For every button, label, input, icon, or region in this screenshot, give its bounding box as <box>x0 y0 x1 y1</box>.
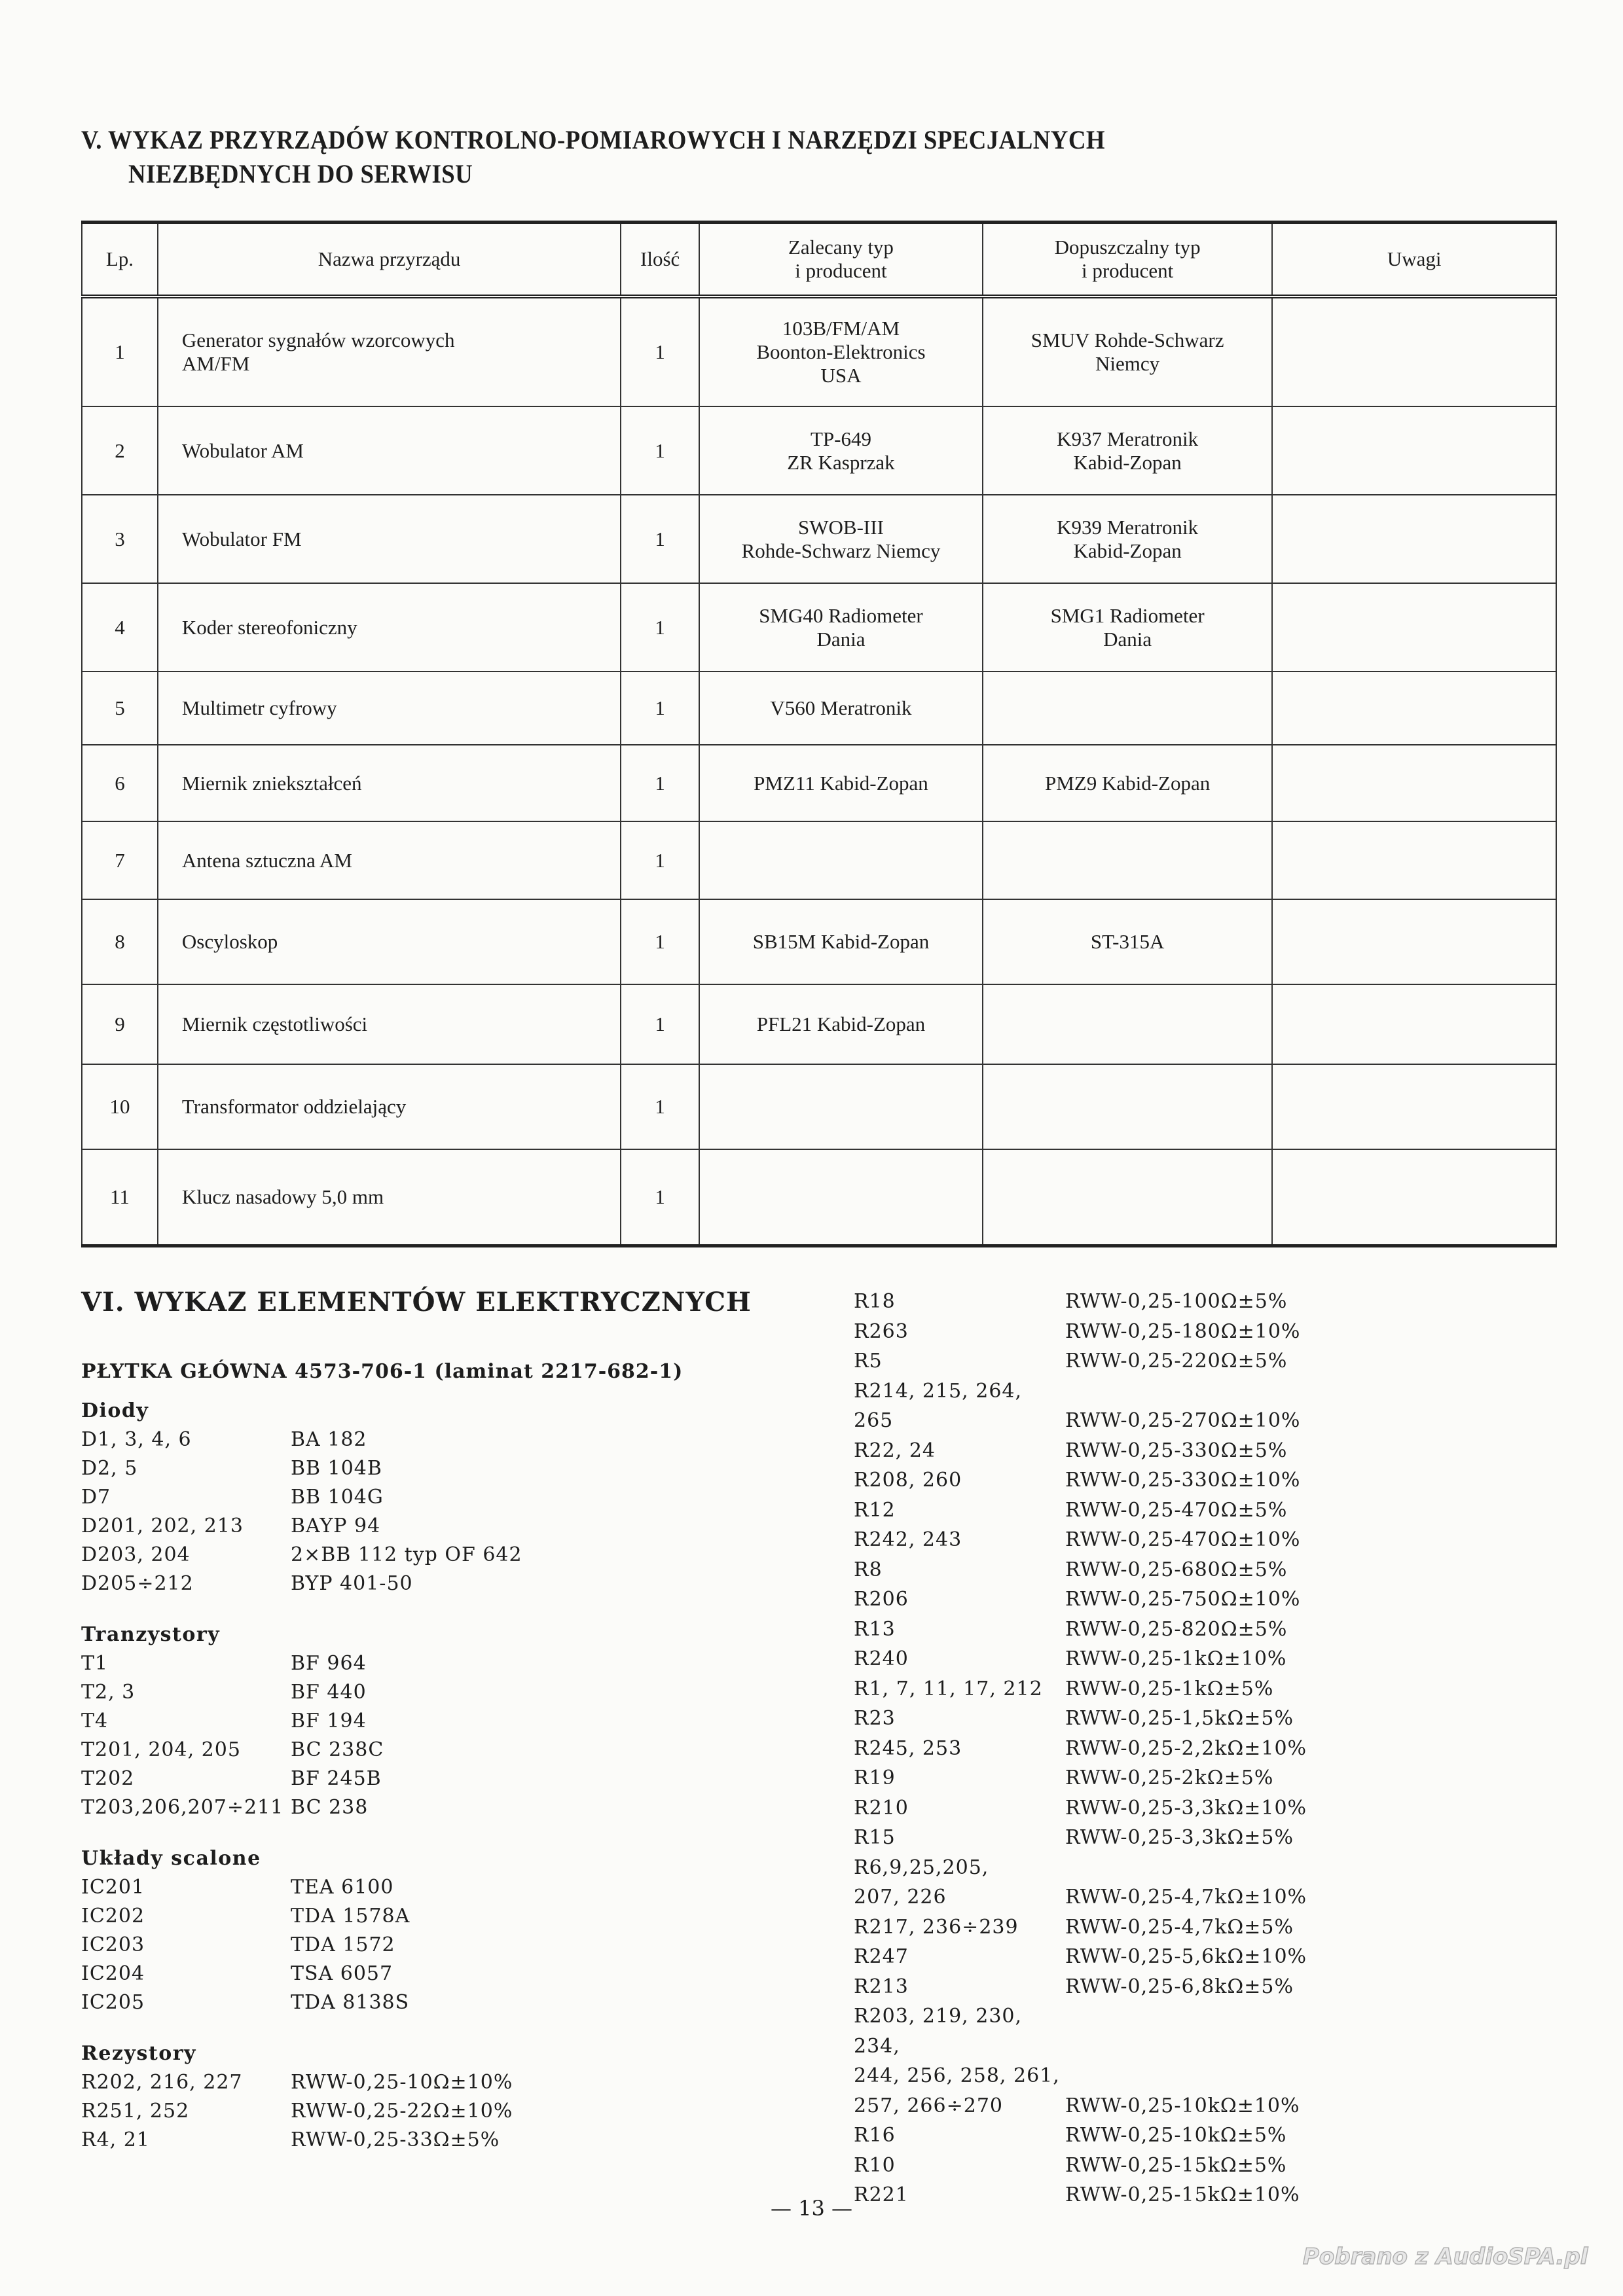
component-row <box>854 1496 1307 1526</box>
section-5-title-cont: NIEZBĘDNYCH DO SERWISU <box>128 159 473 188</box>
component-designator: D201, 202, 213 <box>81 1515 244 1537</box>
component-row <box>854 1585 1307 1615</box>
component-row <box>81 1736 522 1765</box>
component-row <box>854 1942 1307 1972</box>
cell-lp: 11 <box>82 1149 158 1246</box>
cell-remarks <box>1272 672 1556 745</box>
cell-recommended <box>699 1149 983 1246</box>
component-row <box>854 1317 1307 1347</box>
cell-name: Generator sygnałów wzorcowych AM/FM <box>158 296 621 406</box>
cell-remarks <box>1272 821 1556 899</box>
component-type: RWW-0,25-6,8kΩ±5% <box>1065 1975 1294 1998</box>
component-designator: R202, 216, 227 <box>81 2071 243 2094</box>
component-type: RWW-0,25-270Ω±10% <box>1065 1409 1301 1432</box>
cell-name: Transformator oddzielający <box>158 1064 621 1149</box>
component-type: RWW-0,25-470Ω±10% <box>1065 1528 1301 1551</box>
cell-qty: 1 <box>621 984 699 1064</box>
table-row <box>82 1149 1556 1246</box>
component-row <box>81 1707 522 1736</box>
board-title: PŁYTKA GŁÓWNA 4573-706-1 (laminat 2217-682-1) <box>81 1360 684 1383</box>
component-row <box>81 1570 522 1598</box>
component-type: TEA 6100 <box>291 1876 394 1899</box>
component-designator: T202 <box>81 1767 135 1790</box>
cell-remarks <box>1272 899 1556 984</box>
component-designator: D1, 3, 4, 6 <box>81 1428 192 1451</box>
cell-acceptable: K937 Meratronik Kabid-Zopan <box>983 406 1273 495</box>
component-designator: R221 <box>854 2183 909 2206</box>
component-type: BA 182 <box>291 1428 367 1451</box>
component-row <box>854 1793 1307 1823</box>
component-designator: R15 <box>854 1826 896 1849</box>
col-name-header: Nazwa przyrządu <box>158 223 621 297</box>
component-row <box>854 2121 1307 2151</box>
component-type: RWW-0,25-3,3kΩ±5% <box>1065 1826 1294 1849</box>
component-type: RWW-0,25-3,3kΩ±10% <box>1065 1796 1307 1820</box>
component-designator: R214, 215, 264, 265 <box>854 1379 1023 1432</box>
component-type: RWW-0,25-4,7kΩ±5% <box>1065 1915 1294 1939</box>
component-row <box>81 1902 522 1931</box>
cell-lp: 3 <box>82 495 158 583</box>
component-row <box>81 1426 522 1454</box>
section-5-title: V. WYKAZ PRZYRZĄDÓW KONTROLNO-POMIAROWYCH I NARZĘDZI SPECJALNYCH <box>81 125 1105 154</box>
group-title: Tranzystory <box>81 1623 221 1646</box>
component-type: RWW-0,25-1,5kΩ±5% <box>1065 1707 1294 1730</box>
cell-remarks <box>1272 984 1556 1064</box>
component-row <box>854 1525 1307 1555</box>
cell-recommended <box>699 821 983 899</box>
component-type: RWW-0,25-10kΩ±5% <box>1065 2124 1287 2147</box>
component-designator: R208, 260 <box>854 1469 962 1492</box>
component-row <box>854 1823 1307 1853</box>
cell-qty: 1 <box>621 296 699 406</box>
col-acceptable-header: Dopuszczalny typ i producent <box>983 223 1273 297</box>
component-type: RWW-0,25-15kΩ±5% <box>1065 2153 1287 2177</box>
component-designator: R1, 7, 11, 17, 212 <box>854 1677 1043 1700</box>
component-designator: R206 <box>854 1588 909 1611</box>
component-designator: D205÷212 <box>81 1572 194 1595</box>
cell-recommended: TP-649 ZR Kasprzak <box>699 406 983 495</box>
component-group <box>81 2039 522 2155</box>
component-designator: R263 <box>854 1319 909 1343</box>
component-type: RWW-0,25-4,7kΩ±10% <box>1065 1886 1307 1909</box>
component-designator: R18 <box>854 1290 896 1313</box>
table-row <box>82 821 1556 899</box>
col-qty-header: Ilość <box>621 223 699 297</box>
component-row <box>854 1346 1307 1376</box>
component-designator: R12 <box>854 1498 896 1522</box>
table-row <box>82 296 1556 406</box>
component-designator: R23 <box>854 1707 896 1730</box>
component-type: RWW-0,25-680Ω±5% <box>1065 1558 1288 1581</box>
cell-acceptable: PMZ9 Kabid-Zopan <box>983 745 1273 821</box>
component-row <box>81 1454 522 1483</box>
component-type: BB 104B <box>291 1457 382 1480</box>
cell-name: Miernik zniekształceń <box>158 745 621 821</box>
cell-qty: 1 <box>621 583 699 672</box>
component-designator: D2, 5 <box>81 1457 138 1480</box>
component-type: RWW-0,25-330Ω±10% <box>1065 1469 1301 1492</box>
cell-remarks <box>1272 296 1556 406</box>
component-type: RWW-0,25-750Ω±10% <box>1065 1588 1301 1611</box>
component-type: BF 440 <box>291 1681 367 1704</box>
component-row <box>81 2126 522 2155</box>
component-designator: R240 <box>854 1647 909 1670</box>
cell-recommended: PMZ11 Kabid-Zopan <box>699 745 983 821</box>
component-row <box>854 1555 1307 1585</box>
component-row <box>854 1853 1307 1912</box>
group-title: Diody <box>81 1399 149 1422</box>
component-type: BC 238 <box>291 1796 369 1819</box>
group-title: Rezystory <box>81 2042 196 2065</box>
component-designator: R213 <box>854 1975 909 1998</box>
cell-acceptable <box>983 672 1273 745</box>
component-row <box>81 1678 522 1707</box>
component-designator: IC205 <box>81 1991 145 2014</box>
component-row <box>854 1615 1307 1645</box>
component-designator: R6,9,25,205, 207, 226 <box>854 1856 989 1909</box>
component-designator: R19 <box>854 1767 896 1789</box>
component-designator: R13 <box>854 1617 896 1641</box>
component-type: RWW-0,25-100Ω±5% <box>1065 1290 1288 1313</box>
cell-qty: 1 <box>621 406 699 495</box>
component-designator: IC202 <box>81 1905 145 1928</box>
cell-lp: 4 <box>82 583 158 672</box>
cell-qty: 1 <box>621 672 699 745</box>
cell-qty: 1 <box>621 899 699 984</box>
cell-lp: 10 <box>82 1064 158 1149</box>
cell-lp: 9 <box>82 984 158 1064</box>
cell-lp: 7 <box>82 821 158 899</box>
component-designator: D7 <box>81 1486 111 1509</box>
cell-acceptable <box>983 984 1273 1064</box>
component-designator: R217, 236÷239 <box>854 1915 1019 1939</box>
component-type: RWW-0,25-330Ω±5% <box>1065 1439 1288 1462</box>
cell-name: Miernik częstotliwości <box>158 984 621 1064</box>
table-row <box>82 672 1556 745</box>
table-row <box>82 745 1556 821</box>
components-list-left <box>81 1397 522 2177</box>
cell-qty: 1 <box>621 821 699 899</box>
component-type: RWW-0,25-180Ω±10% <box>1065 1319 1301 1343</box>
component-row <box>854 1465 1307 1496</box>
component-designator: IC201 <box>81 1876 145 1899</box>
component-type: BF 245B <box>291 1767 382 1790</box>
cell-remarks <box>1272 1149 1556 1246</box>
component-row <box>854 1436 1307 1466</box>
component-type: RWW-0,25-2kΩ±5% <box>1065 1767 1274 1789</box>
table-row <box>82 899 1556 984</box>
page-number: — 13 — <box>770 2196 853 2221</box>
component-designator: R10 <box>854 2153 896 2177</box>
cell-recommended: SWOB-III Rohde-Schwarz Niemcy <box>699 495 983 583</box>
cell-name: Wobulator FM <box>158 495 621 583</box>
component-type: RWW-0,25-15kΩ±10% <box>1065 2183 1300 2206</box>
component-type: BAYP 94 <box>291 1515 381 1537</box>
component-row <box>854 1763 1307 1793</box>
component-row <box>854 1734 1307 1764</box>
component-designator: T201, 204, 205 <box>81 1738 241 1761</box>
component-row <box>854 2001 1307 2121</box>
cell-qty: 1 <box>621 495 699 583</box>
component-row <box>854 1644 1307 1674</box>
group-title: Układy scalone <box>81 1847 261 1870</box>
component-row <box>81 1873 522 1902</box>
cell-name: Wobulator AM <box>158 406 621 495</box>
cell-lp: 2 <box>82 406 158 495</box>
component-row <box>81 1793 522 1822</box>
component-type: RWW-0,25-5,6kΩ±10% <box>1065 1945 1307 1968</box>
component-type: RWW-0,25-1kΩ±10% <box>1065 1647 1287 1670</box>
cell-remarks <box>1272 495 1556 583</box>
col-remarks-header: Uwagi <box>1272 223 1556 297</box>
cell-recommended: V560 Meratronik <box>699 672 983 745</box>
component-designator: R210 <box>854 1796 909 1820</box>
cell-recommended <box>699 1064 983 1149</box>
cell-lp: 8 <box>82 899 158 984</box>
component-group <box>81 1621 522 1822</box>
cell-lp: 6 <box>82 745 158 821</box>
cell-acceptable <box>983 1149 1273 1246</box>
component-type: BC 238C <box>291 1738 384 1761</box>
table-row <box>82 984 1556 1064</box>
component-type: RWW-0,25-10Ω±10% <box>291 2071 513 2094</box>
component-row <box>854 2151 1307 2181</box>
cell-acceptable: K939 Meratronik Kabid-Zopan <box>983 495 1273 583</box>
component-designator: IC203 <box>81 1933 145 1956</box>
cell-name: Multimetr cyfrowy <box>158 672 621 745</box>
component-type: RWW-0,25-470Ω±5% <box>1065 1498 1288 1522</box>
component-designator: R16 <box>854 2124 896 2147</box>
component-row <box>81 1765 522 1793</box>
component-row <box>81 1483 522 1512</box>
component-designator: R5 <box>854 1350 883 1372</box>
cell-name: Koder stereofoniczny <box>158 583 621 672</box>
component-type: TDA 1578A <box>291 1905 410 1928</box>
component-type: 2×BB 112 typ OF 642 <box>291 1543 522 1566</box>
component-type: RWW-0,25-220Ω±5% <box>1065 1350 1288 1372</box>
table-row <box>82 1064 1556 1149</box>
component-designator: T1 <box>81 1652 109 1675</box>
component-type: BYP 401-50 <box>291 1572 413 1595</box>
component-designator: R8 <box>854 1558 883 1581</box>
cell-lp: 1 <box>82 296 158 406</box>
component-designator: R247 <box>854 1945 909 1968</box>
cell-name: Klucz nasadowy 5,0 mm <box>158 1149 621 1246</box>
component-row <box>81 1512 522 1541</box>
component-type: TDA 8138S <box>291 1991 410 2014</box>
component-row <box>81 1541 522 1570</box>
cell-qty: 1 <box>621 1064 699 1149</box>
component-row <box>81 2097 522 2126</box>
component-row <box>81 1960 522 1988</box>
cell-acceptable <box>983 821 1273 899</box>
cell-qty: 1 <box>621 1149 699 1246</box>
section-6-title: VI. WYKAZ ELEMENTÓW ELEKTRYCZNYCH <box>81 1287 752 1318</box>
component-designator: IC204 <box>81 1962 145 1985</box>
component-group <box>81 1844 522 2017</box>
component-row <box>854 1704 1307 1734</box>
cell-remarks <box>1272 745 1556 821</box>
cell-recommended: 103B/FM/AM Boonton-Elektronics USA <box>699 296 983 406</box>
table-row <box>82 406 1556 495</box>
cell-qty: 1 <box>621 745 699 821</box>
component-row <box>854 1972 1307 2002</box>
component-row <box>854 1912 1307 1943</box>
cell-acceptable: ST-315A <box>983 899 1273 984</box>
component-type: RWW-0,25-1kΩ±5% <box>1065 1677 1274 1700</box>
cell-remarks <box>1272 1064 1556 1149</box>
cell-recommended: PFL21 Kabid-Zopan <box>699 984 983 1064</box>
col-recommended-header: Zalecany typ i producent <box>699 223 983 297</box>
cell-acceptable: SMUV Rohde-Schwarz Niemcy <box>983 296 1273 406</box>
component-row <box>81 2068 522 2097</box>
cell-recommended: SB15M Kabid-Zopan <box>699 899 983 984</box>
table-row <box>82 583 1556 672</box>
cell-acceptable <box>983 1064 1273 1149</box>
component-type: RWW-0,25-33Ω±5% <box>291 2128 500 2151</box>
watermark: Pobrano z AudioSPA.pl <box>1303 2244 1588 2270</box>
component-designator: R4, 21 <box>81 2128 150 2151</box>
component-row <box>854 1674 1307 1704</box>
component-type: RWW-0,25-22Ω±10% <box>291 2100 513 2123</box>
cell-name: Oscyloskop <box>158 899 621 984</box>
component-type: BF 194 <box>291 1710 367 1732</box>
table-row <box>82 495 1556 583</box>
cell-remarks <box>1272 583 1556 672</box>
component-row <box>81 1988 522 2017</box>
component-designator: D203, 204 <box>81 1543 191 1566</box>
cell-lp: 5 <box>82 672 158 745</box>
component-type: TDA 1572 <box>291 1933 395 1956</box>
component-type: RWW-0,25-10kΩ±10% <box>1065 2094 1300 2117</box>
component-designator: R203, 219, 230, 234, 244, 256, 258, 261, 257, 266÷270 <box>854 2005 1060 2117</box>
component-row <box>81 1649 522 1678</box>
component-designator: T203,206,207÷211 <box>81 1796 284 1819</box>
components-list-right <box>854 1287 1307 2210</box>
component-type: RWW-0,25-820Ω±5% <box>1065 1617 1288 1641</box>
component-type: RWW-0,25-2,2kΩ±10% <box>1065 1736 1307 1760</box>
component-type: BB 104G <box>291 1486 384 1509</box>
cell-remarks <box>1272 406 1556 495</box>
component-group <box>81 1397 522 1598</box>
component-designator: T4 <box>81 1710 109 1732</box>
cell-recommended: SMG40 Radiometer Dania <box>699 583 983 672</box>
component-row <box>81 1931 522 1960</box>
component-designator: R245, 253 <box>854 1736 962 1760</box>
component-row <box>854 1287 1307 1317</box>
component-type: BF 964 <box>291 1652 367 1675</box>
component-designator: T2, 3 <box>81 1681 136 1704</box>
cell-name: Antena sztuczna AM <box>158 821 621 899</box>
tools-table <box>81 221 1557 1247</box>
cell-acceptable: SMG1 Radiometer Dania <box>983 583 1273 672</box>
component-row <box>854 1376 1307 1436</box>
component-designator: R251, 252 <box>81 2100 190 2123</box>
component-type: TSA 6057 <box>291 1962 393 1985</box>
col-lp-header: Lp. <box>82 223 158 297</box>
component-designator: R22, 24 <box>854 1439 936 1462</box>
component-designator: R242, 243 <box>854 1528 962 1551</box>
